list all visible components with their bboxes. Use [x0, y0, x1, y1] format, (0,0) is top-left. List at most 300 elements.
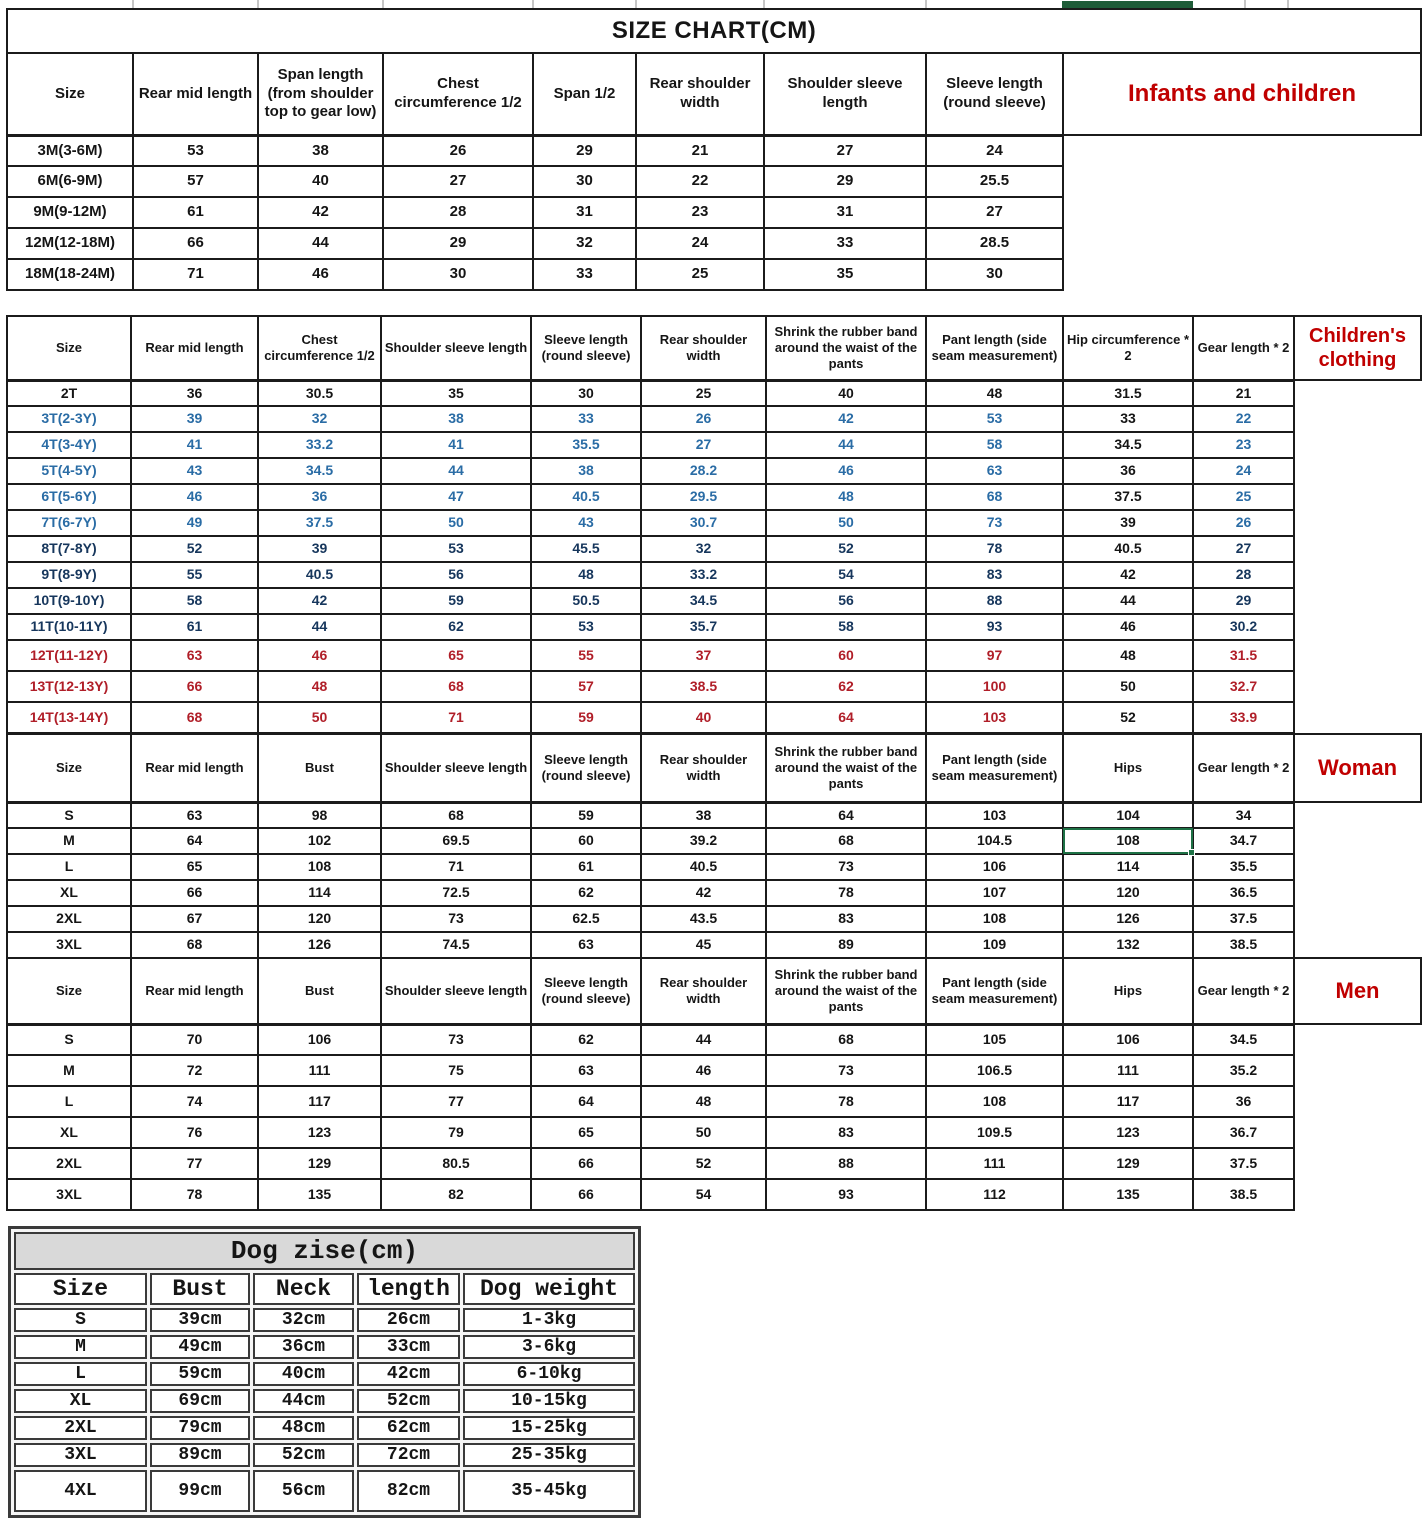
cell: 38.5 — [1193, 932, 1294, 958]
cell: 62.5 — [531, 906, 641, 932]
cell: 39 — [131, 406, 258, 432]
table-row — [7, 640, 1421, 671]
table-row — [7, 932, 1421, 958]
cell: 44 — [258, 228, 383, 259]
cell: 120 — [258, 906, 381, 932]
cell: 46 — [258, 640, 381, 671]
cell: 46 — [1063, 614, 1193, 640]
cell: 18M(18-24M) — [7, 259, 133, 290]
cell: 15-25kg — [463, 1416, 635, 1440]
column-header: Sleeve length (round sleeve) — [926, 53, 1063, 135]
cell: 43.5 — [641, 906, 766, 932]
cell: 60 — [531, 828, 641, 854]
cell: 38.5 — [641, 671, 766, 702]
cell: 64 — [766, 702, 926, 733]
table-row — [7, 614, 1421, 640]
cell: 52 — [766, 536, 926, 562]
gridline-tick — [382, 0, 384, 8]
cell: 3XL — [7, 1179, 131, 1210]
cell: 117 — [258, 1086, 381, 1117]
cell: 75 — [381, 1055, 531, 1086]
column-header: Pant length (side seam measurement) — [926, 734, 1063, 802]
table-body — [7, 135, 1421, 290]
cell: 2XL — [7, 1148, 131, 1179]
cell: 80.5 — [381, 1148, 531, 1179]
cell: 28.2 — [641, 458, 766, 484]
cell: 65 — [531, 1117, 641, 1148]
cell: 31.5 — [1063, 380, 1193, 406]
cell: XL — [7, 880, 131, 906]
cell: 44 — [1063, 588, 1193, 614]
cell: 76 — [131, 1117, 258, 1148]
cell: 53 — [531, 614, 641, 640]
cell: 48 — [641, 1086, 766, 1117]
table-row — [7, 671, 1421, 702]
table-row — [7, 380, 1421, 406]
cell: 31.5 — [1193, 640, 1294, 671]
cell: 37.5 — [1193, 1148, 1294, 1179]
table-row — [7, 854, 1421, 880]
cell: 78 — [926, 536, 1063, 562]
cell: 54 — [766, 562, 926, 588]
cell: 34.5 — [1063, 432, 1193, 458]
cell: 57 — [531, 671, 641, 702]
cell: 111 — [258, 1055, 381, 1086]
cell: 30 — [926, 259, 1063, 290]
cell: 132 — [1063, 932, 1193, 958]
cell: 68 — [766, 1024, 926, 1055]
cell: 40 — [766, 380, 926, 406]
cell: 35.2 — [1193, 1055, 1294, 1086]
cell: 48 — [531, 562, 641, 588]
cell: 69.5 — [381, 828, 531, 854]
cell: 35.5 — [1193, 854, 1294, 880]
cell: 29 — [1193, 588, 1294, 614]
cell: 129 — [1063, 1148, 1193, 1179]
cell: 78 — [131, 1179, 258, 1210]
cell: 103 — [926, 802, 1063, 828]
cell: 123 — [1063, 1117, 1193, 1148]
column-header: Dog weight — [463, 1273, 635, 1305]
cell: XL — [14, 1389, 147, 1413]
column-header: Rear mid length — [131, 734, 258, 802]
cell: 39cm — [150, 1308, 250, 1332]
cell: 33 — [1063, 406, 1193, 432]
cell: 59 — [531, 702, 641, 733]
cell: 74 — [131, 1086, 258, 1117]
table-body — [7, 380, 1421, 733]
cell: 3XL — [7, 932, 131, 958]
column-header: Span length (from shoulder top to gear low) — [258, 53, 383, 135]
gridline-tick — [635, 0, 637, 8]
cell: 42 — [258, 588, 381, 614]
cell: 50 — [766, 510, 926, 536]
cell: 99cm — [150, 1470, 250, 1512]
table-row — [14, 1362, 635, 1386]
cell: 50.5 — [531, 588, 641, 614]
cell: M — [7, 1055, 131, 1086]
cell: 65 — [131, 854, 258, 880]
cell: 28 — [383, 197, 533, 228]
cell: 109 — [926, 932, 1063, 958]
cell: 59 — [381, 588, 531, 614]
table-row — [7, 228, 1421, 259]
cell: 77 — [131, 1148, 258, 1179]
cell: 111 — [1063, 1055, 1193, 1086]
cell: 24 — [636, 228, 764, 259]
group-label: Infants and children — [1063, 53, 1421, 135]
cell: 68 — [131, 702, 258, 733]
cell: 42 — [641, 880, 766, 906]
cell: 40cm — [253, 1362, 354, 1386]
cell: 29 — [533, 135, 636, 166]
cell: 36.7 — [1193, 1117, 1294, 1148]
cell: 82cm — [357, 1470, 460, 1512]
table-row — [7, 432, 1421, 458]
cell: 120 — [1063, 880, 1193, 906]
table-row — [7, 484, 1421, 510]
woman-size-table — [6, 733, 1422, 959]
cell: 9T(8-9Y) — [7, 562, 131, 588]
cell: M — [7, 828, 131, 854]
cell: 52cm — [253, 1443, 354, 1467]
cell: 46 — [641, 1055, 766, 1086]
cell: 52 — [1063, 702, 1193, 733]
column-header: Rear mid length — [133, 53, 258, 135]
cell: 42 — [1063, 562, 1193, 588]
cell: 40 — [258, 166, 383, 197]
cell: 108 — [258, 854, 381, 880]
cell: 64 — [131, 828, 258, 854]
cell: 10-15kg — [463, 1389, 635, 1413]
cell: 2XL — [14, 1416, 147, 1440]
column-header: Shrink the rubber band around the waist of the pants — [766, 958, 926, 1024]
cell: 32 — [641, 536, 766, 562]
cell: 44 — [766, 432, 926, 458]
table-title-row — [7, 9, 1421, 53]
cell: 111 — [926, 1148, 1063, 1179]
cell: 30 — [383, 259, 533, 290]
cell: S — [7, 1024, 131, 1055]
cell: 25.5 — [926, 166, 1063, 197]
cell: 74.5 — [381, 932, 531, 958]
table-row — [7, 1179, 1421, 1210]
cell: 35 — [764, 259, 926, 290]
column-header: Size — [7, 958, 131, 1024]
column-header: Rear mid length — [131, 316, 258, 380]
cell: 73 — [766, 1055, 926, 1086]
cell: 30.7 — [641, 510, 766, 536]
table-title-row — [14, 1232, 635, 1270]
gridline-tick — [132, 0, 134, 8]
cell: 107 — [926, 880, 1063, 906]
table-row — [7, 1117, 1421, 1148]
cell: 42cm — [357, 1362, 460, 1386]
cell: 6T(5-6Y) — [7, 484, 131, 510]
cell: 38 — [258, 135, 383, 166]
gridline-tick — [257, 0, 259, 8]
cell: 52 — [641, 1148, 766, 1179]
cell: 46 — [258, 259, 383, 290]
cell: 62 — [531, 880, 641, 906]
cell: 26 — [383, 135, 533, 166]
column-header: Gear length * 2 — [1193, 958, 1294, 1024]
cell: 33 — [533, 259, 636, 290]
cell: 68 — [381, 671, 531, 702]
cell: 114 — [258, 880, 381, 906]
table-row — [7, 562, 1421, 588]
cell: 2T — [7, 380, 131, 406]
cell: 63 — [531, 932, 641, 958]
column-header: Hip circumference * 2 — [1063, 316, 1193, 380]
cell: 58 — [131, 588, 258, 614]
cell: 79 — [381, 1117, 531, 1148]
cell: 78 — [766, 1086, 926, 1117]
table-body — [14, 1308, 635, 1512]
cell: M — [14, 1335, 147, 1359]
cell: 36.5 — [1193, 880, 1294, 906]
cell: 50 — [258, 702, 381, 733]
cell: L — [7, 1086, 131, 1117]
cell: 22 — [1193, 406, 1294, 432]
cell: 37.5 — [1193, 906, 1294, 932]
cell: 97 — [926, 640, 1063, 671]
table-body — [7, 802, 1421, 958]
selection-fill-handle — [1188, 849, 1195, 856]
cell: 29 — [383, 228, 533, 259]
cell: 3M(3-6M) — [7, 135, 133, 166]
cell: 31 — [764, 197, 926, 228]
cell: 3XL — [14, 1443, 147, 1467]
cell: S — [7, 802, 131, 828]
cell: 34.7 — [1193, 828, 1294, 854]
cell: 83 — [766, 906, 926, 932]
gridline-tick — [1244, 0, 1246, 8]
table-row — [14, 1443, 635, 1467]
cell: 93 — [766, 1179, 926, 1210]
header-row — [7, 734, 1421, 802]
table-row — [7, 259, 1421, 290]
cell: 62 — [766, 671, 926, 702]
cell: 43 — [531, 510, 641, 536]
cell: 54 — [641, 1179, 766, 1210]
cell: 50 — [381, 510, 531, 536]
cell: 32cm — [253, 1308, 354, 1332]
cell: 48 — [766, 484, 926, 510]
column-header: length — [357, 1273, 460, 1305]
cell: 98 — [258, 802, 381, 828]
column-header: Sleeve length (round sleeve) — [531, 316, 641, 380]
cell: 63 — [131, 640, 258, 671]
cell: 37 — [641, 640, 766, 671]
cell: L — [7, 854, 131, 880]
cell: 68 — [381, 802, 531, 828]
cell: 46 — [131, 484, 258, 510]
cell: 6-10kg — [463, 1362, 635, 1386]
cell: 42 — [766, 406, 926, 432]
table-row — [7, 166, 1421, 197]
cell: 117 — [1063, 1086, 1193, 1117]
cell: 66 — [131, 671, 258, 702]
cell: 72cm — [357, 1443, 460, 1467]
column-header: Shoulder sleeve length — [381, 958, 531, 1024]
cell: 21 — [1193, 380, 1294, 406]
cell: 41 — [381, 432, 531, 458]
cell: 39 — [1063, 510, 1193, 536]
cell: 58 — [926, 432, 1063, 458]
table-row — [14, 1416, 635, 1440]
column-header: Rear shoulder width — [641, 734, 766, 802]
column-header: Shoulder sleeve length — [381, 734, 531, 802]
cell: 129 — [258, 1148, 381, 1179]
cell: 126 — [1063, 906, 1193, 932]
cell: 27 — [764, 135, 926, 166]
cell: 52cm — [357, 1389, 460, 1413]
cell: 12T(11-12Y) — [7, 640, 131, 671]
table-row — [7, 588, 1421, 614]
cell: 24 — [926, 135, 1063, 166]
header-row — [7, 316, 1421, 380]
cell: 27 — [383, 166, 533, 197]
cell: 12M(12-18M) — [7, 228, 133, 259]
cell: 48 — [258, 671, 381, 702]
column-header: Hips — [1063, 734, 1193, 802]
group-label: Woman — [1294, 734, 1421, 802]
cell: 64 — [531, 1086, 641, 1117]
cell: 63 — [531, 1055, 641, 1086]
cell: 34 — [1193, 802, 1294, 828]
table-row — [7, 197, 1421, 228]
cell: 59 — [531, 802, 641, 828]
gridline-tick — [1287, 0, 1289, 8]
cell: 38 — [641, 802, 766, 828]
children-size-table — [6, 315, 1422, 734]
cell: 25 — [641, 380, 766, 406]
cell: 79cm — [150, 1416, 250, 1440]
cell: 29 — [764, 166, 926, 197]
cell: 33 — [764, 228, 926, 259]
cell: 73 — [766, 854, 926, 880]
cell: 62 — [531, 1024, 641, 1055]
cell: 30.5 — [258, 380, 381, 406]
cell: 41 — [131, 432, 258, 458]
table-row — [14, 1308, 635, 1332]
cell: 10T(9-10Y) — [7, 588, 131, 614]
column-header: Size — [7, 316, 131, 380]
column-header: Sleeve length (round sleeve) — [531, 958, 641, 1024]
cell: 61 — [531, 854, 641, 880]
cell: 66 — [131, 880, 258, 906]
cell: 102 — [258, 828, 381, 854]
cell: 44 — [381, 458, 531, 484]
group-label: Men — [1294, 958, 1421, 1024]
cell: 40.5 — [531, 484, 641, 510]
cell: 33.2 — [258, 432, 381, 458]
cell: 27 — [1193, 536, 1294, 562]
cell: 38 — [531, 458, 641, 484]
column-header: Span 1/2 — [533, 53, 636, 135]
column-header: Pant length (side seam measurement) — [926, 958, 1063, 1024]
table-row — [7, 1148, 1421, 1179]
cell: 40.5 — [1063, 536, 1193, 562]
cell: 37.5 — [1063, 484, 1193, 510]
group-label: Children's clothing — [1294, 316, 1421, 380]
cell: 104 — [1063, 802, 1193, 828]
table-row — [7, 406, 1421, 432]
cell: 2XL — [7, 906, 131, 932]
table-row — [7, 458, 1421, 484]
cell: 62 — [381, 614, 531, 640]
cell: 24 — [1193, 458, 1294, 484]
cell: 135 — [258, 1179, 381, 1210]
cell: 26 — [1193, 510, 1294, 536]
cell: 53 — [133, 135, 258, 166]
cell: 43 — [131, 458, 258, 484]
cell: 26 — [641, 406, 766, 432]
cell: 9M(9-12M) — [7, 197, 133, 228]
cell: 71 — [381, 854, 531, 880]
cell: 73 — [381, 1024, 531, 1055]
cell: 5T(4-5Y) — [7, 458, 131, 484]
cell: 112 — [926, 1179, 1063, 1210]
cell: 83 — [926, 562, 1063, 588]
column-header: Rear shoulder width — [641, 316, 766, 380]
cell: 25 — [636, 259, 764, 290]
cell: 40 — [641, 702, 766, 733]
cell: 38.5 — [1193, 1179, 1294, 1210]
cell: 8T(7-8Y) — [7, 536, 131, 562]
column-header: Bust — [150, 1273, 250, 1305]
dog-size-table — [8, 1226, 641, 1518]
cell: 33.2 — [641, 562, 766, 588]
size-chart-title: SIZE CHART(CM) — [7, 9, 1421, 53]
cell: 23 — [1193, 432, 1294, 458]
cell: 49cm — [150, 1335, 250, 1359]
cell: 114 — [1063, 854, 1193, 880]
cell: 47 — [381, 484, 531, 510]
cell: 32.7 — [1193, 671, 1294, 702]
cell: 50 — [641, 1117, 766, 1148]
dog-table-title: Dog zise(cm) — [14, 1232, 635, 1270]
cell: 108 — [926, 1086, 1063, 1117]
cell: 21 — [636, 135, 764, 166]
table-row — [7, 135, 1421, 166]
cell: 83 — [766, 1117, 926, 1148]
cell: 71 — [133, 259, 258, 290]
column-header: Gear length * 2 — [1193, 316, 1294, 380]
cell: 33.9 — [1193, 702, 1294, 733]
cell: 106 — [1063, 1024, 1193, 1055]
cell: 53 — [926, 406, 1063, 432]
cell: 56 — [381, 562, 531, 588]
cell: 106 — [926, 854, 1063, 880]
cell: 39.2 — [641, 828, 766, 854]
cell: 1-3kg — [463, 1308, 635, 1332]
gridline-tick — [532, 0, 534, 8]
cell: 37.5 — [258, 510, 381, 536]
cell: 33cm — [357, 1335, 460, 1359]
cell: 126 — [258, 932, 381, 958]
column-header: Size — [7, 734, 131, 802]
selected-column-indicator — [1062, 1, 1193, 8]
cell: 27 — [641, 432, 766, 458]
cell: S — [14, 1308, 147, 1332]
cell: 48cm — [253, 1416, 354, 1440]
cell: 55 — [131, 562, 258, 588]
cell: 48 — [1063, 640, 1193, 671]
cell: 52 — [131, 536, 258, 562]
cell: 58 — [766, 614, 926, 640]
